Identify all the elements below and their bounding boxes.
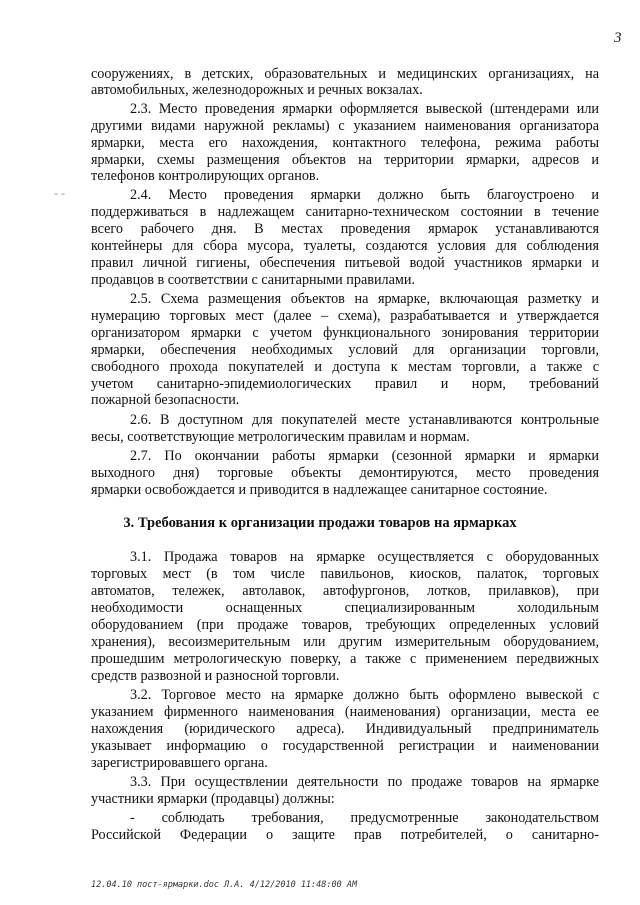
text-line: 2.4. Место проведения ярмарки должно быть благоустроено и xyxy=(130,187,599,203)
text-line: указывает информацию о государственной регистрации и наименовании xyxy=(91,738,599,754)
text-line: ярмарки освобождается и приводится в надлежащее санитарное состояние. xyxy=(91,482,548,498)
text-line: хранения), весоизмерительным или другим измерительным оборудованием, xyxy=(91,634,599,650)
text-line: 3.2. Торговое место на ярмарке должно быть оформлено вывеской с xyxy=(130,687,599,703)
page-number: 3 xyxy=(614,30,622,46)
text-line: 2.7. По окончании работы ярмарки (сезонной ярмарки и ярмарки xyxy=(130,448,599,464)
text-line: нахождения (юридического адреса). Индивидуальный предприниматель xyxy=(91,721,599,737)
text-line: телефонов контролирующих органов. xyxy=(91,168,320,184)
text-line: оборудованием (при продаже товаров, требующих определенных условий xyxy=(91,617,599,633)
text-line: участники ярмарки (продавцы) должны: xyxy=(91,791,335,807)
text-line: автомобильных, железнодорожных и речных вокзалах. xyxy=(91,82,423,98)
text-line: свободного прохода покупателей и доступа к местам торговли, а также с xyxy=(91,359,599,375)
text-line: 2.5. Схема размещения объектов на ярмарке, включающая разметку и xyxy=(130,291,599,307)
text-line: выходного дня) торговые объекты демонтируются, место проведения xyxy=(91,465,599,481)
text-line: другими видами наружной рекламы) с указанием наименования организатора xyxy=(91,118,599,134)
text-line: 3.3. При осуществлении деятельности по продаже товаров на ярмарке xyxy=(130,774,599,790)
text-line: 2.3. Место проведения ярмарки оформляется вывеской (штендерами или xyxy=(130,101,599,117)
section-heading: 3. Требования к организации продажи товаров на ярмарках xyxy=(123,515,517,531)
text-line: контейнеры для сбора мусора, туалеты, создаются условия для соблюдения xyxy=(91,238,599,254)
text-line: поддерживаться в надлежащем санитарно-техническом состоянии в течение xyxy=(91,204,599,220)
text-line: весы, соответствующие метрологическим правилам и нормам. xyxy=(91,429,470,445)
text-line: необходимости оснащенных специализированным холодильным xyxy=(91,600,599,616)
text-line: торговых мест (в том числе павильонов, киосков, палаток, торговых xyxy=(91,566,599,582)
text-line: - соблюдать требования, предусмотренные законодательством xyxy=(130,810,599,826)
text-line: Российской Федерации о защите прав потребителей, о санитарно- xyxy=(91,827,599,843)
text-line: указанием фирменного наименования (наименования) организации, места ее xyxy=(91,704,599,720)
text-line: нумерацию торговых мест (далее – схема), разрабатывается и утверждается xyxy=(91,308,599,324)
text-line: пожарной безопасности. xyxy=(91,392,240,408)
text-line: прошедшим метрологическую поверку, а также с применением передвижных xyxy=(91,651,599,667)
text-line: правил личной гигиены, обеспечения питьевой водой участников ярмарки и xyxy=(91,255,599,271)
text-line: организатором ярмарки с учетом функционального зонирования территории xyxy=(91,325,599,341)
text-line: всего рабочего дня. В местах проведения ярмарок устанавливаются xyxy=(91,221,599,237)
text-line: ярмарки, схемы размещения объектов на территории ярмарки, адресов и xyxy=(91,152,599,168)
margin-mark: - - xyxy=(54,186,65,200)
text-line: продавцов в соответствии с санитарными правилами. xyxy=(91,272,416,288)
text-line: зарегистрировавшего органа. xyxy=(91,755,268,771)
text-line: сооружениях, в детских, образовательных и медицинских организациях, на xyxy=(91,66,599,82)
text-line: 3.1. Продажа товаров на ярмарке осуществляется с оборудованных xyxy=(130,549,599,565)
text-line: 2.6. В доступном для покупателей месте устанавливаются контрольные xyxy=(130,412,599,428)
text-line: средств развозной и разносной торговли. xyxy=(91,668,340,684)
document-footer: 12.04.10 пост-ярмарки.doc Л.А. 4/12/2010 11:48:00 AM xyxy=(91,880,358,890)
text-line: учетом санитарно-эпидемиологических правил и норм, требований xyxy=(91,376,599,392)
text-line: ярмарки, обеспечения необходимых условий для организации торговли, xyxy=(91,342,599,358)
text-line: ярмарки, места его нахождения, контактного телефона, режима работы xyxy=(91,135,599,151)
text-line: автоматов, тележек, автолавок, автофургонов, лотков, прилавков), при xyxy=(91,583,599,599)
